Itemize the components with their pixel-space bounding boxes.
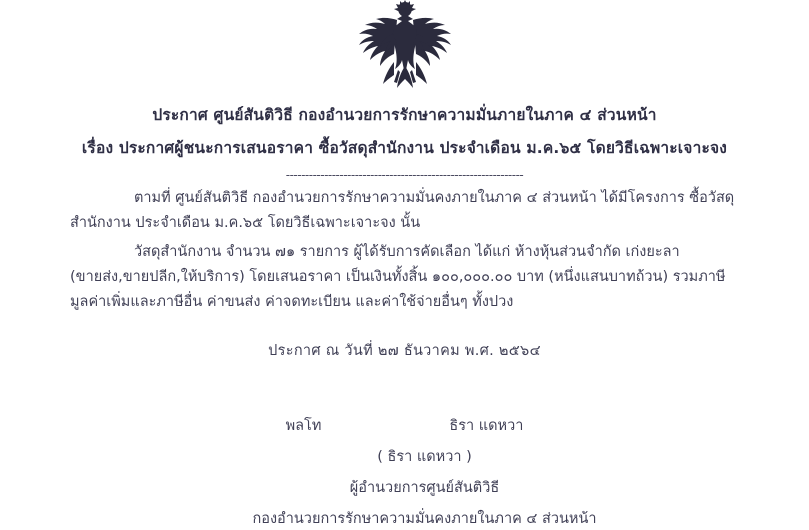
signature-rank-row — [70, 414, 739, 437]
signature-organization: กองอำนวยการรักษาความมั่นคงภายในภาค ๔ ส่วนหน้า — [252, 511, 597, 527]
announcement-date: ประกาศ ณ วันที่ ๒๗ ธันวาคม พ.ศ. ๒๕๖๔ — [268, 343, 541, 359]
signature-rank: พลโท — [285, 418, 322, 434]
document-heading-line1: ประกาศ ศูนย์สันติวิธี กองอำนวยการรักษาความมั่นภายในภาค ๔ ส่วนหน้า — [152, 106, 657, 124]
signature-printed-name: ( ธิรา แดหวา ) — [377, 449, 472, 465]
divider: -------------------------------------------------------------- — [285, 168, 524, 182]
document-heading-line2: เรื่อง ประกาศผู้ชนะการเสนอราคา ซื้อวัสดุสำนักงาน ประจำเดือน ม.ค.๖๕ โดยวิธีเฉพาะเจาะจง — [81, 139, 728, 157]
paragraph-result-text: วัสดุสำนักงาน จำนวน ๗๑ รายการ ผู้ได้รับการคัดเลือก ได้แก่ ห้างหุ้นส่วนจำกัด เก่งยะลา (ขายส่ง,ขายปลีก,ให้บริการ) โดยเสนอราคา เป็นเงินทั้งสิ้น ๑๐๐,๐๐๐.๐๐ บาท (หนึ่งแสนบาทถ้วน) รวมภาษีมูลค่าเพิ่มและภาษีอื่น ค่าขนส่ง ค่าจดทะเบียน และค่าใช้จ่ายอื่นๆ ทั้งปวง — [70, 244, 726, 310]
emblem-container — [70, 0, 739, 96]
garuda-emblem-icon — [350, 0, 460, 96]
signature-block — [70, 414, 739, 530]
paragraph-background — [70, 186, 739, 236]
signature-position: ผู้อำนวยการศูนย์สันติวิธี — [349, 480, 500, 496]
paragraph-result — [70, 240, 739, 315]
paragraph-background-text: ตามที่ ศูนย์สันติวิธี กองอำนวยการรักษาความมั่นคงภายในภาค ๔ ส่วนหน้า ได้มีโครงการ ซื้อวัสดุสำนักงาน ประจำเดือน ม.ค.๖๕ โดยวิธีเฉพาะเจาะจง นั้น — [70, 190, 735, 231]
signature-signed-name: ธิรา แดหวา — [449, 418, 524, 434]
